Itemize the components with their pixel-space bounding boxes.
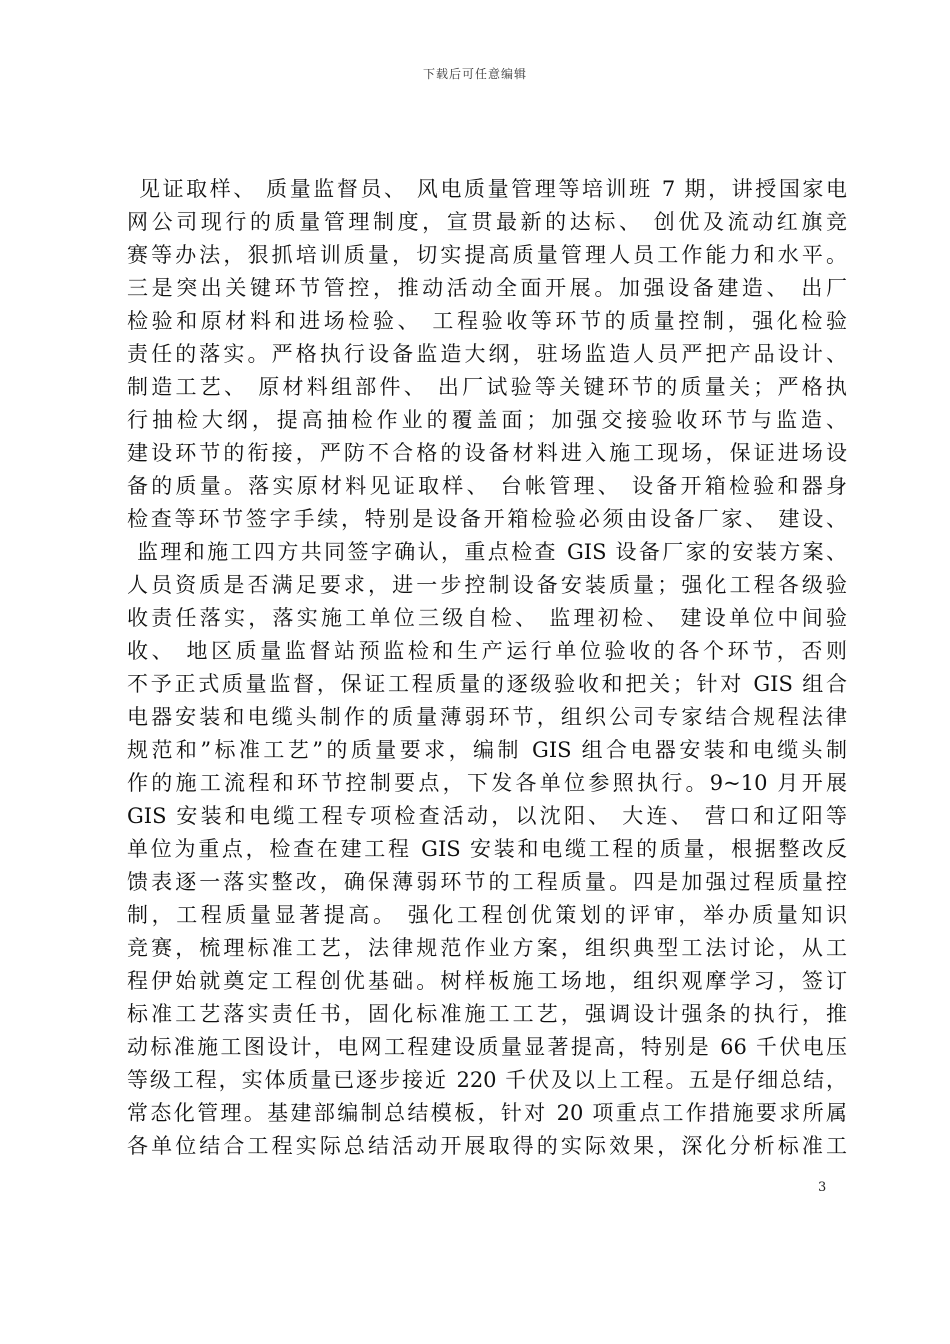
text-line: 制，工程质量显著提高。 强化工程创优策划的评审，举办质量知识: [127, 903, 847, 927]
text-line: 人员资质是否满足要求，进一步控制设备安装质量；强化工程各级验: [127, 573, 847, 597]
text-line: 竞赛，梳理标准工艺，法律规范作业方案，组织典型工法讨论，从工: [127, 936, 847, 960]
text-line: 赛等办法，狠抓培训质量，切实提高质量管理人员工作能力和水平。: [127, 243, 847, 267]
text-line: 单位为重点，检查在建工程 GIS 安装和电缆工程的质量，根据整改反: [127, 837, 847, 861]
text-line: 各单位结合工程实际总结活动开展取得的实际效果，深化分析标准工: [127, 1134, 847, 1158]
text-line: 作的施工流程和环节控制要点，下发各单位参照执行。9~10 月开展: [127, 771, 847, 795]
text-line: 制造工艺、 原材料组部件、 出厂试验等关键环节的质量关；严格执: [127, 375, 847, 399]
text-line: 规范和”标准工艺”的质量要求，编制 GIS 组合电器安装和电缆头制: [127, 738, 847, 762]
text-line: 三是突出关键环节管控，推动活动全面开展。加强设备建造、 出厂: [127, 276, 847, 300]
text-line: 见证取样、 质量监督员、 风电质量管理等培训班 7 期，讲授国家电: [139, 177, 847, 201]
text-line: 常态化管理。基建部编制总结模板，针对 20 项重点工作措施要求所属: [127, 1101, 847, 1125]
text-line: 监理和施工四方共同签字确认，重点检查 GIS 设备厂家的安装方案、: [137, 540, 847, 564]
body-text: [127, 173, 847, 1163]
text-line: 等级工程，实体质量已逐步接近 220 千伏及以上工程。五是仔细总结，: [127, 1068, 847, 1092]
text-line: GIS 安装和电缆工程专项检查活动，以沈阳、 大连、 营口和辽阳等: [127, 804, 847, 828]
text-line: 网公司现行的质量管理制度，宣贯最新的达标、 创优及流动红旗竞: [127, 210, 847, 234]
text-line: 收、 地区质量监督站预监检和生产运行单位验收的各个环节，否则: [127, 639, 847, 663]
page-number: 3: [818, 1180, 827, 1195]
text-line: 检查等环节签字手续，特别是设备开箱检验必须由设备厂家、 建设、: [127, 507, 847, 531]
text-line: 电器安装和电缆头制作的质量薄弱环节，组织公司专家结合规程法律: [127, 705, 847, 729]
text-line: 不予正式质量监督，保证工程质量的逐级验收和把关；针对 GIS 组合: [127, 672, 847, 696]
text-line: 建设环节的衔接，严防不合格的设备材料进入施工现场，保证进场设: [127, 441, 847, 465]
text-line: 标准工艺落实责任书，固化标准施工工艺，强调设计强条的执行，推: [127, 1002, 847, 1026]
page-header: 下载后可任意编辑: [422, 67, 527, 81]
text-line: 检验和原材料和进场检验、 工程验收等环节的质量控制，强化检验: [127, 309, 847, 333]
text-line: 责任的落实。严格执行设备监造大纲，驻场监造人员严把产品设计、: [127, 342, 847, 366]
text-line: 行抽检大纲，提高抽检作业的覆盖面；加强交接验收环节与监造、: [127, 408, 847, 432]
text-line: 备的质量。落实原材料见证取样、 台帐管理、 设备开箱检验和器身: [127, 474, 847, 498]
text-line: 收责任落实，落实施工单位三级自检、 监理初检、 建设单位中间验: [127, 606, 847, 630]
text-line: 动标准施工图设计，电网工程建设质量显著提高，特别是 66 千伏电压: [127, 1035, 847, 1059]
text-line: 馈表逐一落实整改，确保薄弱环节的工程质量。四是加强过程质量控: [127, 870, 847, 894]
text-line: 程伊始就奠定工程创优基础。树样板施工场地，组织观摩学习，签订: [127, 969, 847, 993]
